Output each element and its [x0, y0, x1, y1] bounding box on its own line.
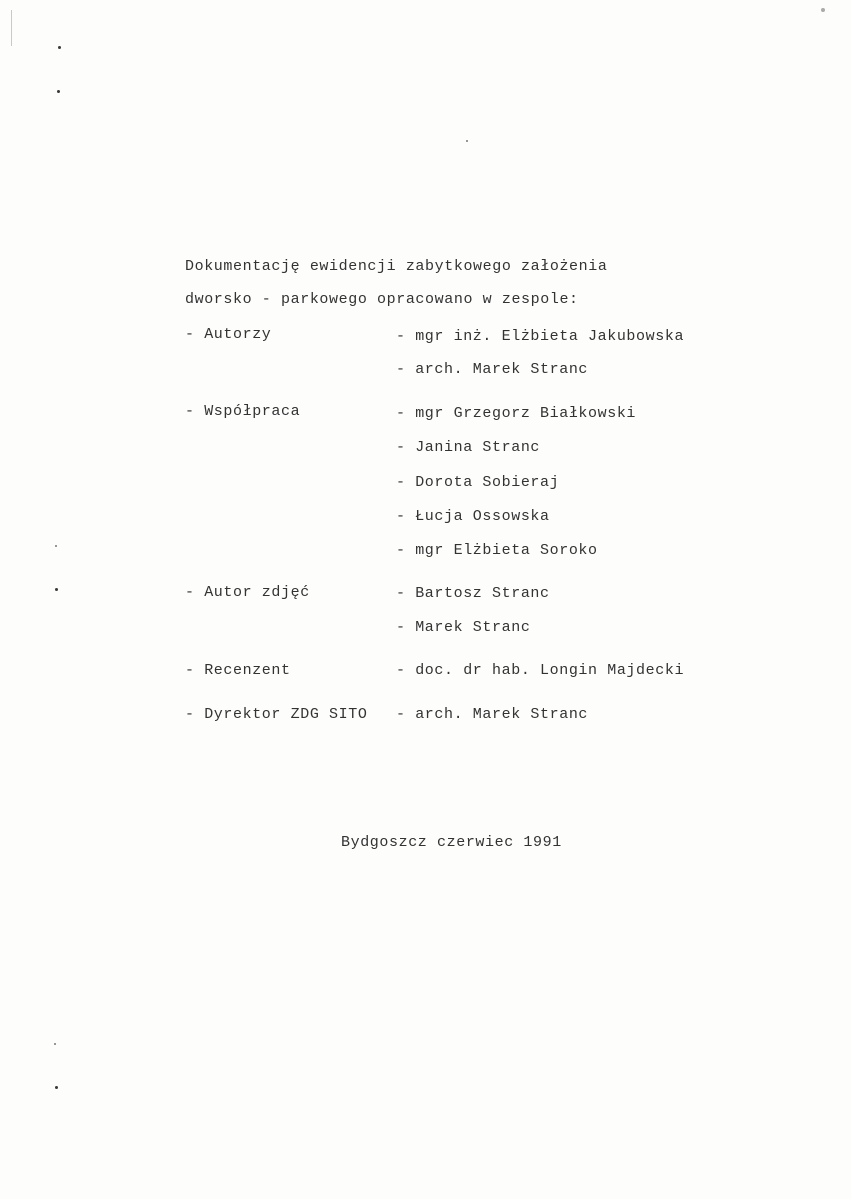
scan-speck	[58, 46, 61, 49]
role-cooperation: - Współpraca	[185, 403, 301, 420]
person-entry: - Dorota Sobieraj	[396, 474, 560, 491]
person-entry: - arch. Marek Stranc	[396, 706, 589, 723]
role-reviewer: - Recenzent	[185, 662, 291, 679]
scan-edge-line	[11, 10, 12, 46]
role-photos: - Autor zdjęć	[185, 584, 310, 601]
scan-speck	[55, 545, 57, 547]
person-entry: - Marek Stranc	[396, 619, 531, 636]
person-entry: - mgr Grzegorz Białkowski	[396, 405, 637, 422]
person-entry: - arch. Marek Stranc	[396, 361, 589, 378]
person-entry: - Janina Stranc	[396, 439, 541, 456]
scan-speck	[54, 1043, 56, 1045]
person-entry: - mgr Elżbieta Soroko	[396, 542, 598, 559]
scan-speck	[57, 90, 60, 93]
scan-speck	[55, 588, 58, 591]
scan-speck	[466, 140, 468, 142]
person-entry: - doc. dr hab. Longin Majdecki	[396, 662, 685, 679]
place-and-date: Bydgoszcz czerwiec 1991	[341, 834, 562, 851]
scan-corner-mark	[821, 8, 825, 12]
scan-speck	[55, 1086, 58, 1089]
role-authors: - Autorzy	[185, 326, 272, 343]
person-entry: - Bartosz Stranc	[396, 585, 550, 602]
person-entry: - Łucja Ossowska	[396, 508, 550, 525]
intro-line-1: Dokumentację ewidencji zabytkowego założenia	[185, 258, 608, 275]
person-entry: - mgr inż. Elżbieta Jakubowska	[396, 328, 685, 345]
intro-line-2: dworsko - parkowego opracowano w zespole:	[185, 291, 579, 308]
role-director: - Dyrektor ZDG SITO	[185, 706, 368, 723]
